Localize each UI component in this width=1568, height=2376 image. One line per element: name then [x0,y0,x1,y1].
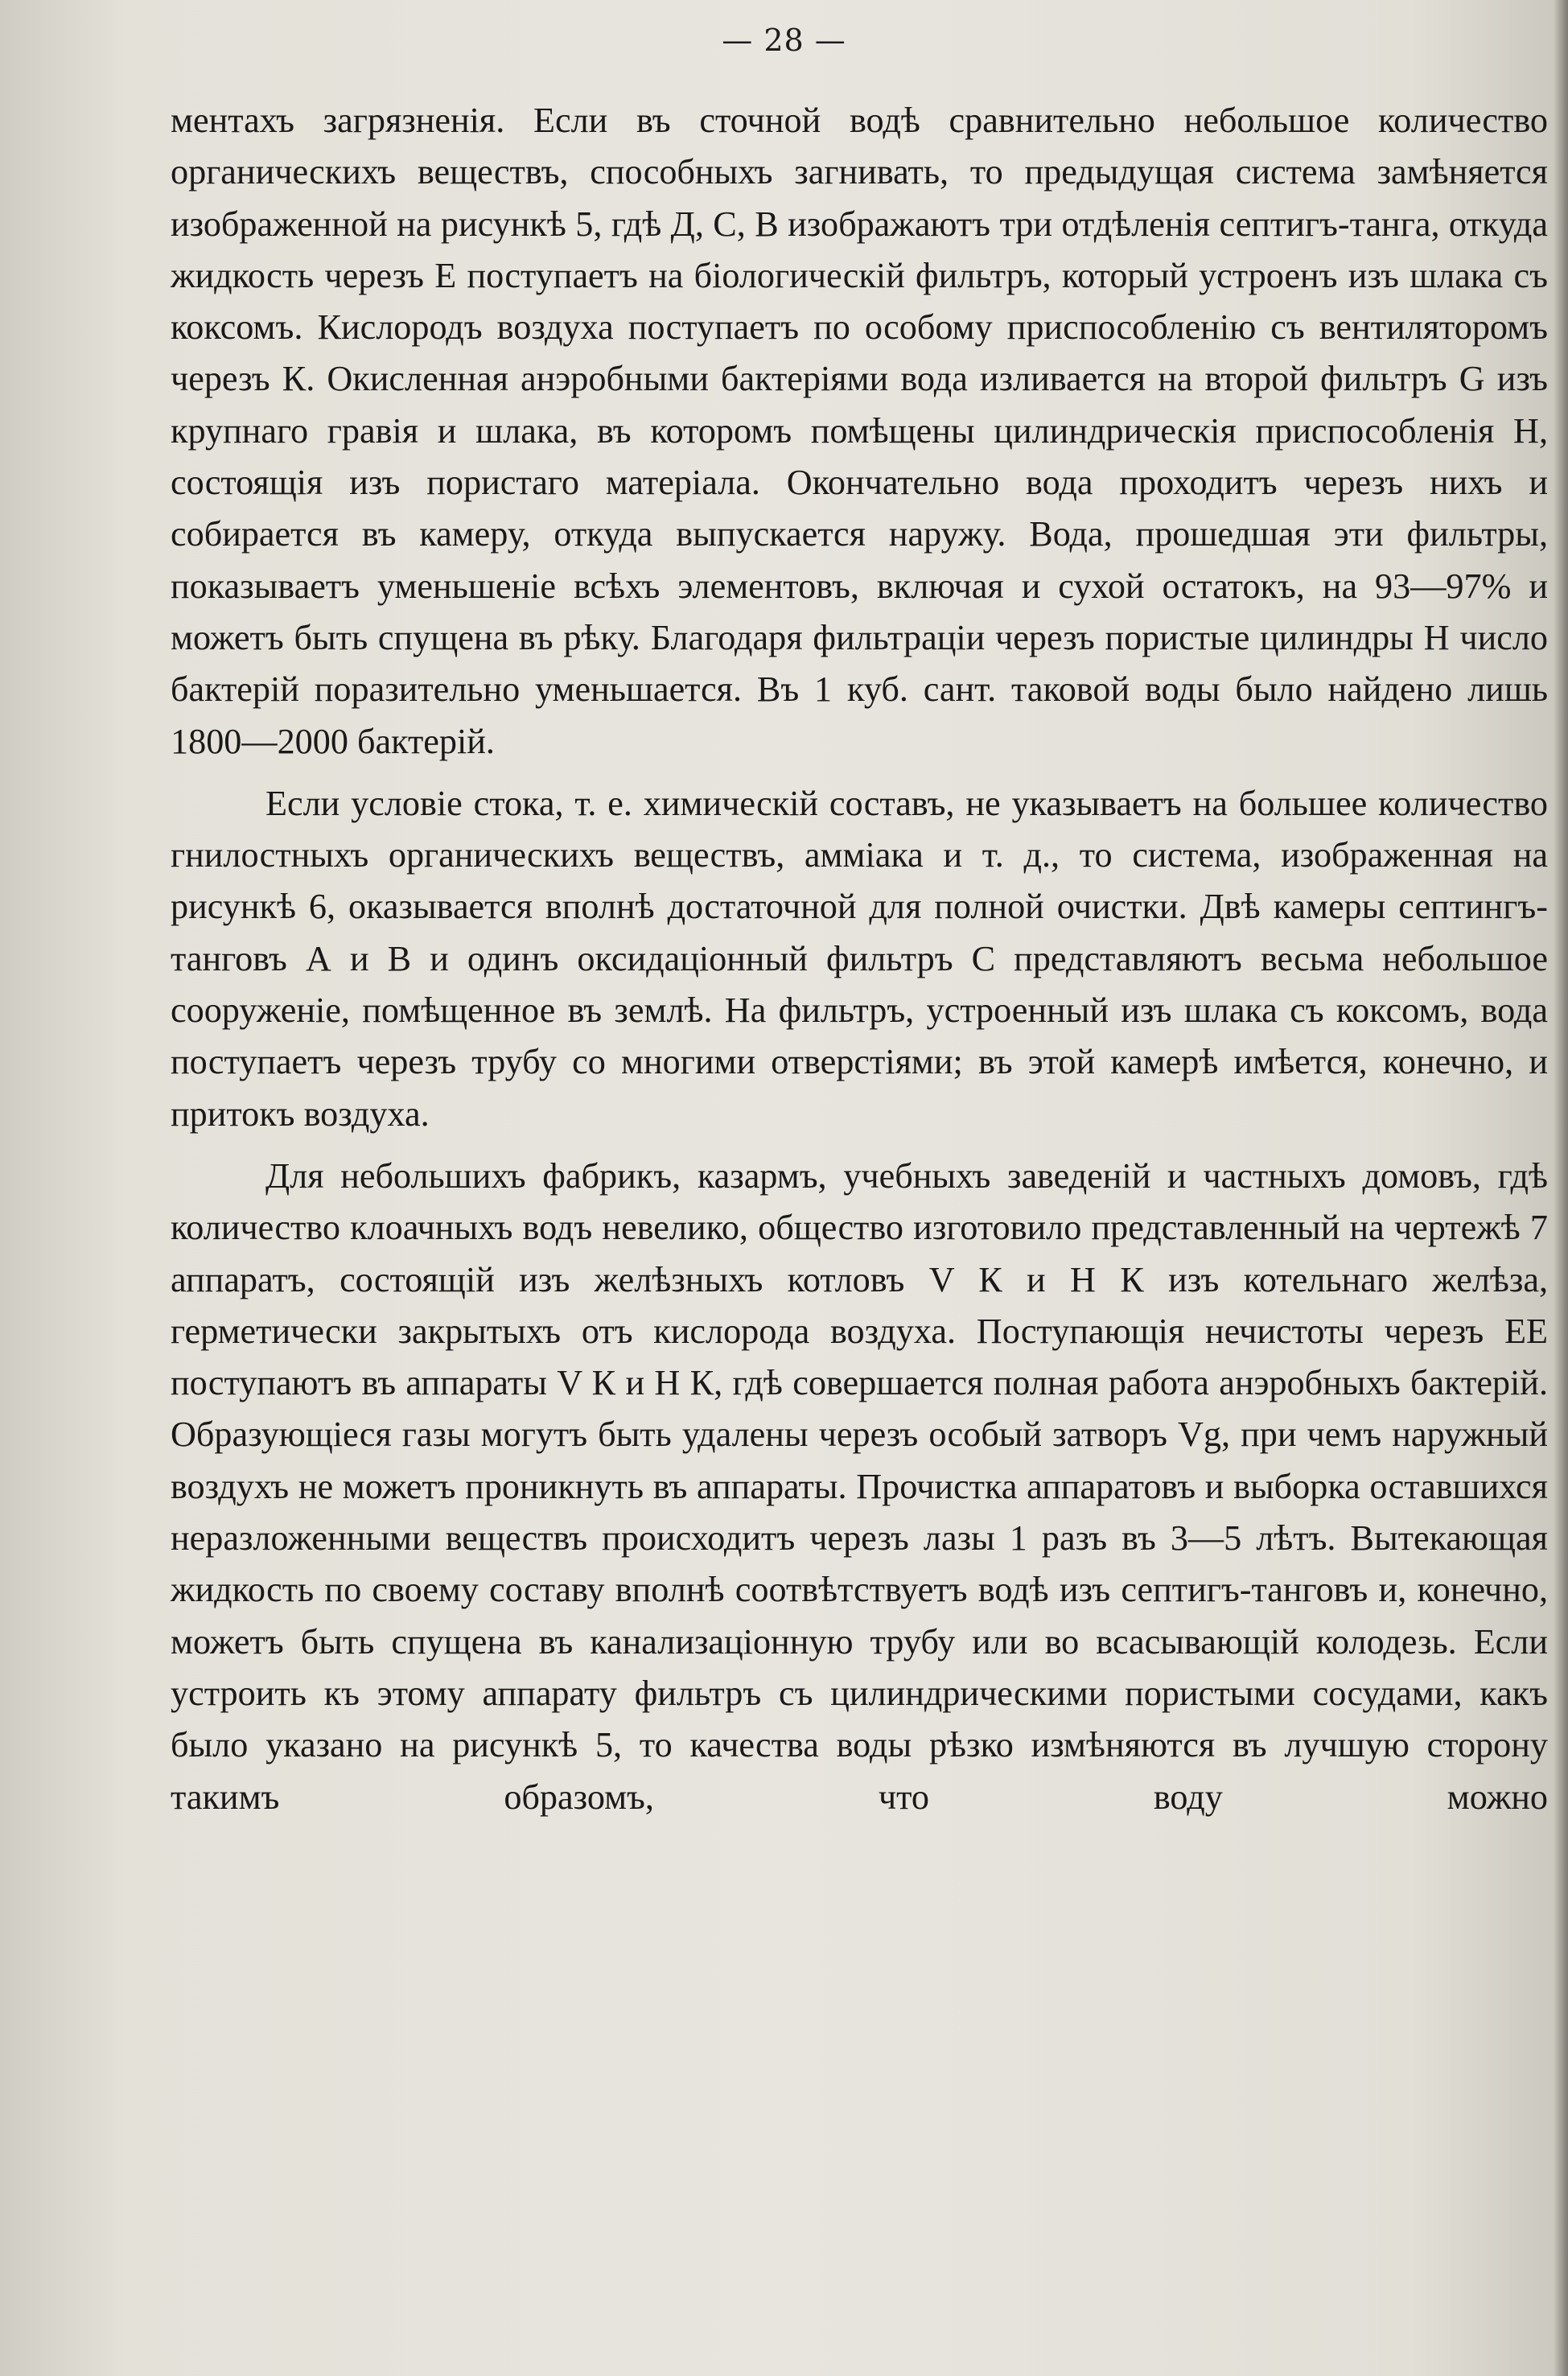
paragraph-3: Для небольшихъ фабрикъ, казармъ, учебныхъ заведеній и частныхъ домовъ, гдѣ количество клоачныхъ водъ невелико, общество изготовило представленный на чертежѣ 7 аппаратъ, состоящій изъ желѣзныхъ котловъ V К и Н К изъ котельнаго желѣза, герметически закрытыхъ отъ кислорода воздуха. Поступающія нечистоты черезъ ЕЕ поступаютъ въ аппараты V К и Н К, гдѣ совершается полная работа анэробныхъ бактерій. Образующіеся газы могутъ быть удалены черезъ особый затворъ Vg, при чемъ наружный воздухъ не можетъ проникнуть въ аппараты. Прочистка аппаратовъ и выборка оставшихся неразложенными веществъ происходитъ черезъ лазы 1 разъ въ 3—5 лѣтъ. Вытекающая жидкость по своему составу вполнѣ соотвѣтствуетъ водѣ изъ септигъ-танговъ и, конечно, можетъ быть спущена въ канализаціонную трубу или во всасывающій колодезь. Если устроить къ этому аппарату фильтръ съ цилиндрическими пористыми сосудами, какъ было указано на рисункѣ 5, то качества воды рѣзко измѣняются въ лучшую сторону такимъ образомъ, что воду можно [171,1155,1548,1817]
paragraph-1: ментахъ загрязненія. Если въ сточной водѣ сравнительно небольшое количество органическихъ веществъ, способныхъ загнивать, то предыдущая система замѣняется изображенной на рисункѣ 5, гдѣ Д, С, В изображаютъ три отдѣленія септигъ-танга, откуда жидкость черезъ Е поступаетъ на біологическій фильтръ, который устроенъ изъ шлака съ коксомъ. Кислородъ воздуха поступаетъ по особому приспособленію съ вентиляторомъ черезъ К. Окисленная анэробными бактеріями вода изливается на второй фильтръ G изъ крупнаго гравія и шлака, въ которомъ помѣщены цилиндрическія приспособленія Н, состоящія изъ пористаго матеріала. Окончательно вода проходитъ черезъ нихъ и собирается въ камеру, откуда выпускается наружу. Вода, прошедшая эти фильтры, показываетъ уменьшеніе всѣхъ элементовъ, включая и сухой остатокъ, на 93—97% и можетъ быть спущена въ рѣку. Благодаря фильтраціи черезъ пористые цилиндры Н число бактерій поразительно уменьшается. Въ 1 куб. сант. таковой воды было найдено лишь 1800—2000 бактерій. [171,101,1548,761]
page-number: — 28 — [722,23,846,58]
body-text [171,95,1548,1823]
paragraph-2: Если условіе стока, т. е. химическій составъ, не указываетъ на большее количество гнилостныхъ органическихъ веществъ, амміака и т. д., то система, изображенная на рисункѣ 6, оказывается вполнѣ достаточной для полной очистки. Двѣ камеры септингъ-танговъ А и В и одинъ оксидаціонный фильтръ С представляютъ весьма небольшое сооруженіе, помѣщенное въ землѣ. На фильтръ, устроенный изъ шлака съ коксомъ, вода поступаетъ черезъ трубу со многими отверстіями; въ этой камерѣ имѣется, конечно, и притокъ воздуха. [171,783,1548,1134]
page-edge-shadow [1554,0,1568,2376]
